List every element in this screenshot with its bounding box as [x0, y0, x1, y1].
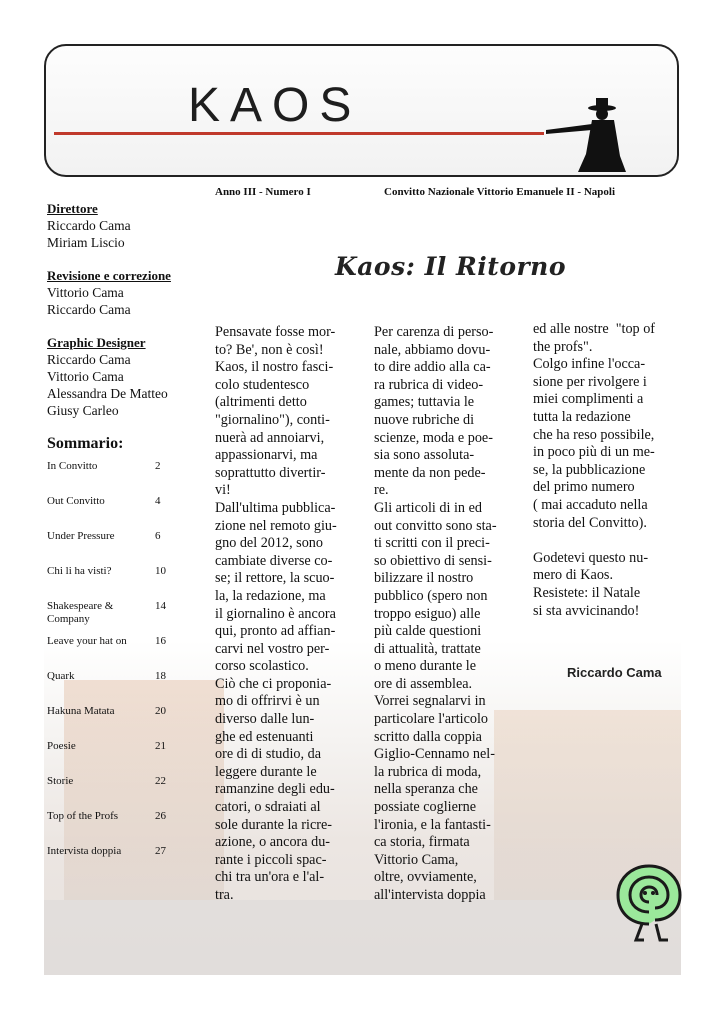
- toc-title: Shakespeare & Company: [47, 600, 114, 625]
- toc-title: Hakuna Matata: [47, 705, 115, 717]
- article-column-1: Pensavate fosse mor- to? Be', non è così! Kaos, il nostro fasci- colo studentesco (altrimenti detto "giornalino"), conti- nuerà ad annoiarvi, appassionarvi, ma soprattutto divertir- vi! Dall'ultima pubblica- zione nel remoto giu- gno del 2012, sono cambiate diverse co- se; il rettore, la scuo- la, la redazione, ma il giornalino è ancora qui, pronto ad affian- carvi nel vostro per- corso scolastico. Ciò che ci proponia- mo di offrirvi è un diverso dalle lun- ghe ed estenuanti ore di di studio, da leggere durante le ramanzine degli edu- catori, o sdraiati al sole durante la ricre- azione, o ancora du- rante i piccoli spac- chi tra un'ora e l'al- tra.: [215, 324, 337, 903]
- toc-item[interactable]: [47, 845, 207, 880]
- credits-name: Riccardo Cama: [47, 218, 131, 233]
- credits-name: Giusy Carleo: [47, 403, 119, 418]
- toc-item[interactable]: [47, 600, 207, 635]
- toc-title: Out Convitto: [47, 495, 105, 507]
- masthead-red-line: [54, 132, 544, 135]
- masthead-logo: KAOS: [188, 79, 362, 132]
- toc-item[interactable]: [47, 635, 207, 670]
- masthead-banner: [44, 44, 679, 177]
- credits-graphic-designer: [47, 334, 207, 419]
- credits-direttore: [47, 200, 207, 251]
- toc-item[interactable]: [47, 740, 207, 775]
- sidebar: [47, 200, 207, 880]
- credits-name: Miriam Liscio: [47, 235, 125, 250]
- toc-title: Leave your hat on: [47, 635, 127, 647]
- toc-page: 6: [155, 530, 161, 542]
- toc-item[interactable]: [47, 670, 207, 705]
- toc-page: 26: [155, 810, 166, 822]
- toc-page: 22: [155, 775, 166, 787]
- toc-page: 14: [155, 600, 166, 612]
- toc-page: 27: [155, 845, 166, 857]
- sommario-title: Sommario:: [47, 435, 124, 452]
- table-of-contents: [47, 460, 207, 880]
- article-signature: Riccardo Cama: [567, 665, 662, 680]
- toc-page: 2: [155, 460, 161, 472]
- toc-title: Quark: [47, 670, 75, 682]
- toc-item[interactable]: [47, 460, 207, 495]
- toc-item[interactable]: [47, 775, 207, 810]
- credits-name: Riccardo Cama: [47, 302, 131, 317]
- toc-title: In Convitto: [47, 460, 98, 472]
- toc-page: 10: [155, 565, 166, 577]
- toc-page: 16: [155, 635, 166, 647]
- article-column-2: Per carenza di perso- nale, abbiamo dovu- to dire addio alla ca- ra rubrica di video- games; tuttavia le nuove rubriche di scienze, moda e poe- sia sono assoluta- mente da non pede- re. Gli articoli di in ed out convitto sono sta- ti scritti con il preci- so obiettivo di sensi- bilizzare il nostro pubblico (spero non troppo esiguo) alle più calde questioni di attualità, trattate o meno durante le ore di assemblea. Vorrei segnalarvi in particolare l'articolo scritto dalla coppia Giglio-Cennamo nel- la rubrica di moda, nella speranza che possiate coglierne l'ironia, e la fantasti- ca storia, firmata Vittorio Cama, oltre, ovviamente, all'intervista doppia: [374, 324, 497, 903]
- toc-title: Intervista doppia: [47, 845, 122, 857]
- toc-item[interactable]: [47, 810, 207, 845]
- toc-page: 21: [155, 740, 166, 752]
- credits-name: Alessandra De Matteo: [47, 386, 168, 401]
- spiral-mascot-icon: [614, 862, 684, 946]
- article-title: Kaos: Il Ritorno: [335, 252, 567, 281]
- credits-name: Riccardo Cama: [47, 352, 131, 367]
- article-column-3: ed alle nostre "top of the profs". Colgo infine l'occa- sione per rivolgere i miei complimenti a tutta la redazione che ha reso possibile, in poco più di un me- se, la pubblicazione del primo numero ( mai accaduto nella storia del Convitto). Godetevi questo nu- mero di Kaos. Resistete: il Natale si sta avvicinando!: [533, 321, 656, 619]
- toc-item[interactable]: [47, 705, 207, 740]
- toc-page: 4: [155, 495, 161, 507]
- silhouette-figure-icon: [536, 86, 656, 176]
- toc-title: Chi li ha visti?: [47, 565, 112, 577]
- toc-title: Top of the Profs: [47, 810, 119, 822]
- toc-title: Storie: [47, 775, 74, 787]
- credits-name: Vittorio Cama: [47, 285, 124, 300]
- toc-item[interactable]: [47, 530, 207, 565]
- credits-name: Vittorio Cama: [47, 369, 124, 384]
- toc-title: Poesie: [47, 740, 76, 752]
- toc-title: Under Pressure: [47, 530, 115, 542]
- credits-heading: Direttore: [47, 201, 98, 216]
- credits-heading: Revisione e correzione: [47, 268, 171, 283]
- toc-item[interactable]: [47, 565, 207, 600]
- issue-number: Anno III - Numero I: [215, 186, 311, 198]
- institution-name: Convitto Nazionale Vittorio Emanuele II - Napoli: [384, 186, 615, 198]
- credits-heading: Graphic Designer: [47, 335, 146, 350]
- toc-page: 18: [155, 670, 166, 682]
- toc-item[interactable]: [47, 495, 207, 530]
- toc-page: 20: [155, 705, 166, 717]
- credits-revisione: [47, 267, 207, 318]
- piazza-ground: [44, 900, 681, 975]
